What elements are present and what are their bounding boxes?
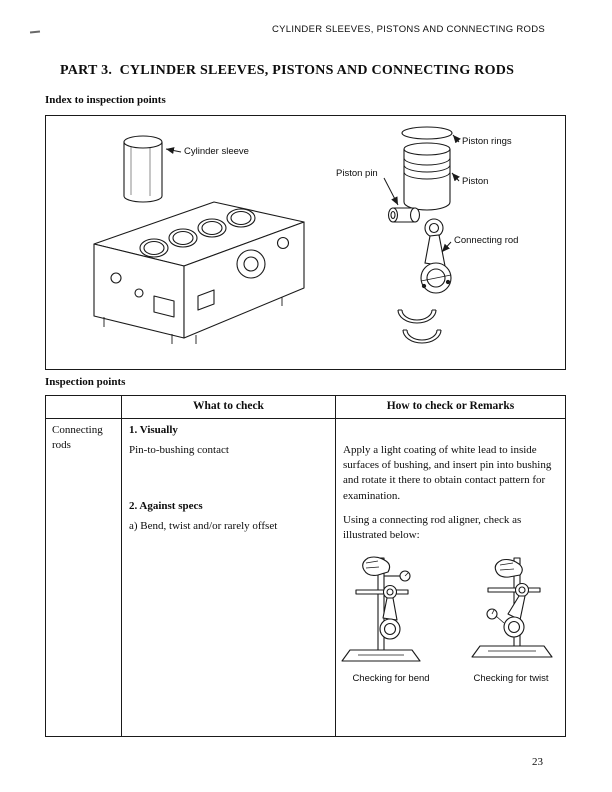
column-header-how-to-check: How to check or Remarks	[386, 400, 515, 412]
label-piston: Piston	[462, 176, 489, 187]
figure-checking-for-twist	[458, 554, 564, 684]
connecting-rod-art	[421, 219, 451, 293]
index-label: Index to inspection points	[45, 94, 166, 106]
engine-block-art	[94, 202, 304, 344]
table-header-rule	[46, 418, 565, 419]
rod-aligner-bend-art	[338, 554, 438, 666]
check-title-2: 2. Against specs	[129, 500, 203, 512]
bearing-shells-art	[398, 310, 441, 343]
inspection-table	[45, 395, 566, 737]
page-number: 23	[532, 756, 543, 768]
scan-ink-mark	[30, 30, 40, 33]
running-header: CYLINDER SLEEVES, PISTONS AND CONNECTING RODS	[271, 24, 545, 35]
page-title: PART 3. CYLINDER SLEEVES, PISTONS AND CONNECTING RODS	[60, 63, 515, 78]
column-header-what-to-check: What to check	[193, 400, 264, 412]
figure-checking-for-bend	[338, 554, 444, 684]
caption-checking-for-twist: Checking for twist	[473, 673, 549, 684]
remark-1: Apply a light coating of white lead to inside surfaces of bushing, and insert pin into bushing and rotate it there to obtain contact pattern for examination.	[343, 444, 552, 502]
check-title-1: 1. Visually	[129, 424, 178, 436]
table-divider-col1	[121, 396, 122, 736]
piston-pin-art	[389, 208, 420, 222]
label-connecting-rod: Connecting rod	[454, 235, 519, 246]
aligner-illustrations	[338, 554, 564, 684]
check-item-1: Pin-to-bushing contact	[129, 444, 229, 456]
table-divider-col2	[335, 396, 336, 736]
cylinder-sleeve-art	[124, 136, 162, 202]
row-header-connecting-rods: Connecting rods	[52, 424, 103, 452]
check-item-2: a) Bend, twist and/or rarely offset	[129, 520, 278, 532]
label-piston-rings: Piston rings	[462, 136, 512, 147]
remark-2: Using a connecting rod aligner, check as illustrated below:	[343, 514, 522, 542]
inspection-points-label: Inspection points	[45, 376, 126, 388]
piston-art	[402, 127, 452, 210]
label-cylinder-sleeve: Cylinder sleeve	[184, 146, 249, 157]
inspection-figure	[45, 115, 566, 370]
rod-aligner-twist-art	[458, 554, 558, 666]
label-piston-pin: Piston pin	[336, 168, 378, 179]
caption-checking-for-bend: Checking for bend	[352, 673, 430, 684]
